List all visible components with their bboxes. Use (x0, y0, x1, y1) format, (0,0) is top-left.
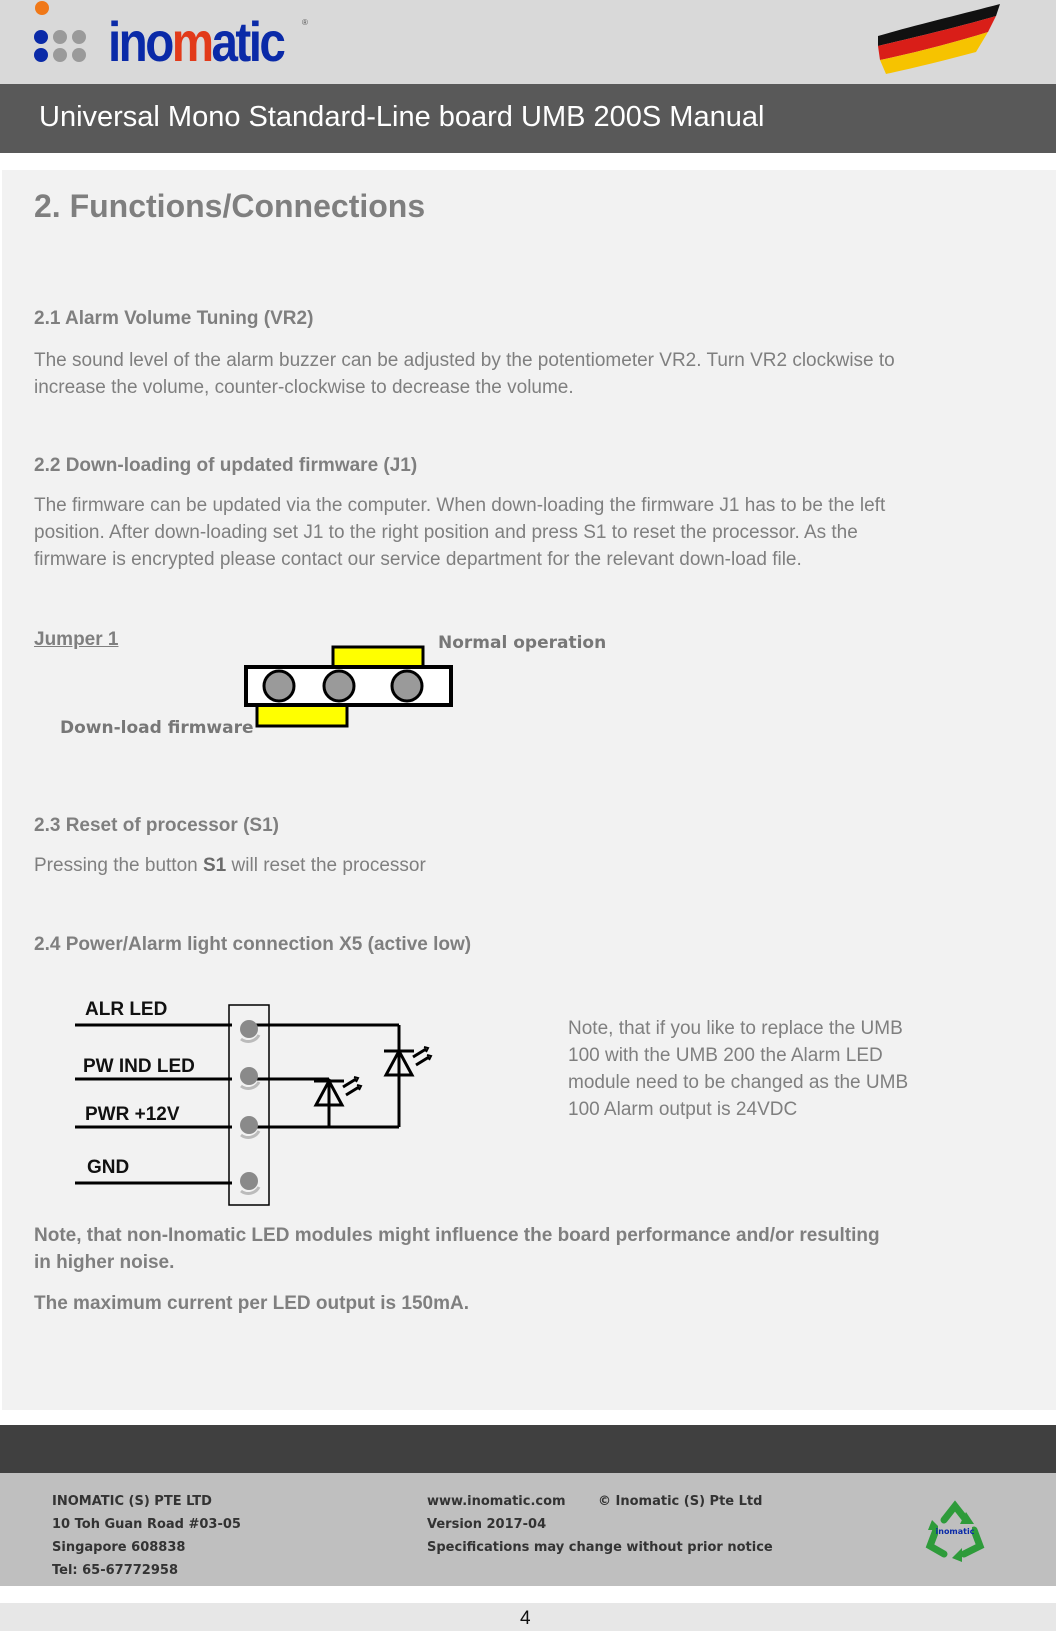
footer-address-line1: 10 Toh Guan Road #03-05 (52, 1517, 241, 1532)
x5-connector-diagram (70, 995, 440, 1210)
jumper-pin (324, 671, 354, 701)
led-module-note (34, 1222, 880, 1276)
document-title: Universal Mono Standard-Line board UMB 200S Manual (39, 101, 765, 133)
connector-label-alr-led: ALR LED (85, 999, 168, 1020)
heading-2-2: 2.2 Down-loading of updated firmware (J1) (34, 455, 418, 476)
company-logo: inomatic (108, 10, 284, 73)
led-module-note-line: Note, that non-Inomatic LED modules might influence the board performance and/or resulting (34, 1225, 880, 1246)
paragraph-2-2-line: position. After down-loading set J1 to the right position and press S1 to reset the processor. As the (34, 522, 858, 543)
umb-note-line: 100 Alarm output is 24VDC (568, 1099, 798, 1120)
paragraph-2-3 (34, 852, 426, 879)
led-module-note-line: in higher noise. (34, 1252, 175, 1273)
page-number: 4 (520, 1608, 531, 1629)
heading-2-1: 2.1 Alarm Volume Tuning (VR2) (34, 308, 314, 329)
paragraph-2-1-line: increase the volume, counter-clockwise to decrease the volume. (34, 377, 574, 398)
footer-disclaimer: Specifications may change without prior notice (427, 1540, 773, 1555)
registered-mark: ® (302, 18, 308, 27)
max-current-note: The maximum current per LED output is 150mA. (34, 1293, 469, 1314)
connector-terminal (240, 1067, 259, 1089)
footer-copyright: © Inomatic (S) Pte Ltd (598, 1494, 763, 1509)
connector-terminal (240, 1172, 259, 1194)
jumper-cap-normal (333, 647, 423, 667)
footer-address-line2: Singapore 608838 (52, 1540, 186, 1555)
connector-label-pwr-12v: PWR +12V (85, 1104, 180, 1125)
paragraph-2-2-line: firmware is encrypted please contact our service department for the relevant down-load file. (34, 549, 802, 570)
umb-note-line: Note, that if you like to replace the UMB (568, 1018, 903, 1039)
footer-tel: Tel: 65-67772958 (52, 1563, 178, 1578)
logo-dots-icon (30, 0, 110, 64)
footer-dark-bar (0, 1425, 1056, 1473)
connector-terminal (240, 1116, 259, 1138)
umb-note-line: 100 with the UMB 200 the Alarm LED (568, 1045, 883, 1066)
footer-company: INOMATIC (S) PTE LTD (52, 1494, 212, 1509)
footer-version: Version 2017-04 (427, 1517, 547, 1532)
jumper-title: Jumper 1 (34, 629, 119, 650)
umb-note (568, 1015, 908, 1123)
paragraph-2-2 (34, 492, 885, 573)
jumper-diagram (240, 640, 456, 732)
connector-label-pw-ind-led: PW IND LED (83, 1056, 195, 1077)
jumper-pin (392, 671, 422, 701)
recycle-logo-icon (922, 1500, 988, 1562)
recycle-logo-text: inomatic (935, 1527, 975, 1536)
download-firmware-label: Down-load firmware (60, 718, 254, 738)
paragraph-2-1 (34, 347, 895, 401)
section-title: 2. Functions/Connections (34, 188, 426, 224)
connector-label-gnd: GND (87, 1157, 130, 1178)
heading-2-3: 2.3 Reset of processor (S1) (34, 815, 279, 836)
paragraph-2-3-text: Pressing the button (34, 855, 203, 876)
germany-flag-icon (872, 2, 1007, 76)
button-s1-label: S1 (203, 855, 227, 876)
power-led-icon (314, 1077, 361, 1105)
paragraph-2-3-text: will reset the processor (226, 855, 426, 876)
footer-website-link[interactable]: www.inomatic.com (427, 1494, 566, 1509)
normal-operation-label: Normal operation (438, 633, 607, 653)
paragraph-2-2-line: The firmware can be updated via the computer. When down-loading the firmware J1 has to be the left (34, 495, 886, 516)
heading-2-4: 2.4 Power/Alarm light connection X5 (active low) (34, 934, 472, 955)
alarm-led-icon (384, 1047, 431, 1075)
connector-terminal (240, 1020, 259, 1042)
jumper-cap-download (257, 705, 347, 726)
paragraph-2-1-line: The sound level of the alarm buzzer can be adjusted by the potentiometer VR2. Turn VR2 clockwise to (34, 350, 895, 371)
umb-note-line: module need to be changed as the UMB (568, 1072, 909, 1093)
jumper-pin (264, 671, 294, 701)
